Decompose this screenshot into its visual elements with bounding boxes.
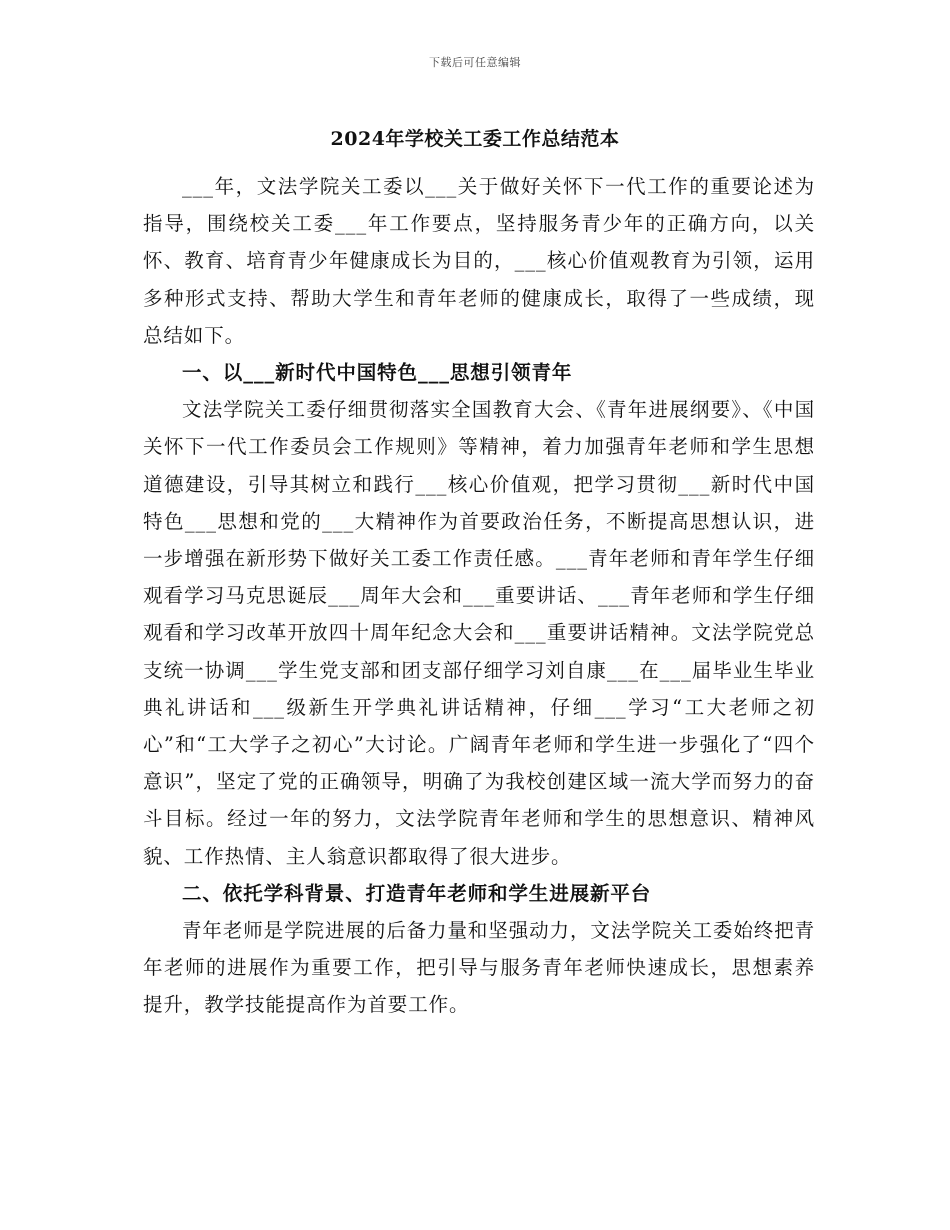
header-note: 下载后可任意编辑: [429, 56, 521, 69]
document-body: [143, 168, 815, 1024]
document-title: 2024年学校关工委工作总结范本: [330, 128, 620, 150]
section-heading-1: 一、以___新时代中国特色___思想引领青年: [182, 361, 573, 385]
section-body-1: 文法学院关工委仔细贯彻落实全国教育大会、《青年进展纲要》、《中国关怀下一代工作委员会工作规则》等精神，着力加强青年老师和学生思想道德建设，引导其树立和践行___核心价值观，把学习贯彻___新时代中国特色___思想和党的___大精神作为首要政治任务，不断提高思想认识，进一步增强在新形势下做好关工委工作责任感。___青年老师和青年学生仔细观看学习马克思诞辰___周年大会和___重要讲话、___青年老师和学生仔细观看和学习改革开放四十周年纪念大会和___重要讲话精神。文法学院党总支统一协调___学生党支部和团支部仔细学习刘自康___在___届毕业生毕业典礼讲话和___级新生开学典礼讲话精神，仔细___学习“工大老师之初心”和“工大学子之初心”大讨论。广阔青年老师和学生进一步强化了“四个意识”，坚定了党的正确领导，明确了为我校创建区域一流大学而努力的奋斗目标。经过一年的努力，文法学院青年老师和学生的思想意识、精神风貌、工作热情、主人翁意识都取得了很大进步。: [143, 398, 815, 868]
intro-paragraph: ___年，文法学院关工委以___关于做好关怀下一代工作的重要论述为指导，围绕校关工委___年工作要点，坚持服务青少年的正确方向，以关怀、教育、培育青少年健康成长为目的，___核心价值观教育为引领，运用多种形式支持、帮助大学生和青年老师的健康成长，取得了一些成绩，现总结如下。: [143, 175, 815, 347]
section-body-2: 青年老师是学院进展的后备力量和坚强动力，文法学院关工委始终把青年老师的进展作为重要工作，把引导与服务青年老师快速成长，思想素养提升，教学技能提高作为首要工作。: [143, 919, 815, 1017]
section-heading-2: 二、依托学科背景、打造青年老师和学生进展新平台: [182, 881, 652, 905]
